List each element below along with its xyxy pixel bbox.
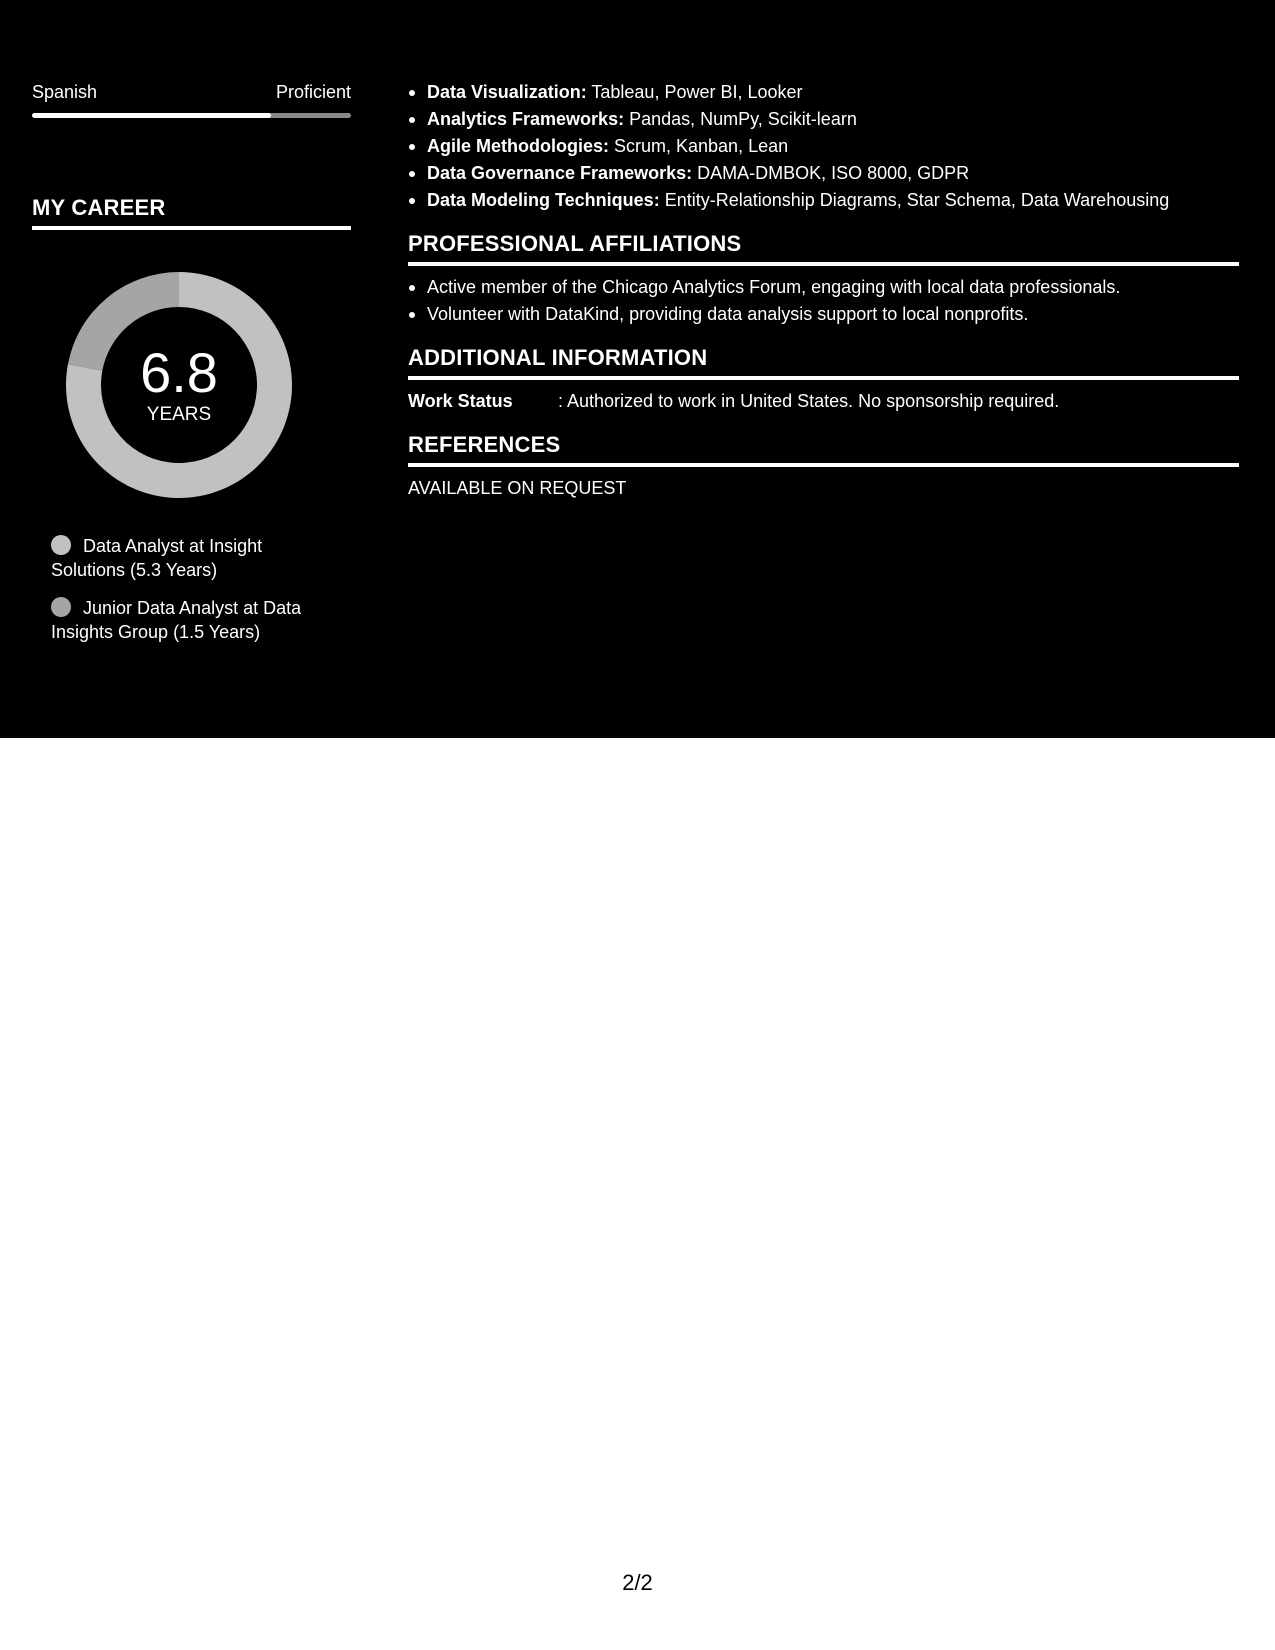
skill-item	[427, 79, 1239, 106]
skill-item	[427, 106, 1239, 133]
work-status-label: Work Status	[408, 391, 513, 411]
additional-info-heading: ADDITIONAL INFORMATION	[408, 344, 1239, 380]
career-donut-chart	[66, 272, 292, 498]
career-total-years: 6.8	[140, 341, 218, 404]
career-legend	[51, 534, 341, 644]
affiliations-list	[427, 274, 1239, 328]
affiliations-heading: PROFESSIONAL AFFILIATIONS	[408, 230, 1239, 266]
career-total-unit: YEARS	[146, 404, 212, 425]
skill-value: Pandas, NumPy, Scikit-learn	[624, 109, 857, 129]
main-column	[408, 79, 1239, 502]
language-row	[32, 80, 351, 104]
skill-value: DAMA-DMBOK, ISO 8000, GDPR	[692, 163, 970, 183]
skill-item	[427, 160, 1239, 187]
skill-value: Scrum, Kanban, Lean	[609, 136, 789, 156]
page-number: 2/2	[622, 1570, 653, 1595]
language-name: Spanish	[32, 82, 98, 102]
career-entry-text: Junior Data Analyst at Data Insights Group (1.5 Years)	[51, 598, 302, 642]
skill-label: Data Modeling Techniques:	[427, 190, 660, 210]
skills-list	[427, 79, 1239, 214]
career-legend-item	[51, 596, 341, 644]
skill-item	[427, 133, 1239, 160]
donut-center-label	[66, 272, 292, 498]
career-entry-text: Data Analyst at Insight Solutions (5.3 Years)	[51, 536, 263, 580]
skill-label: Data Governance Frameworks:	[427, 163, 693, 183]
career-legend-item	[51, 534, 341, 582]
work-status-row	[408, 388, 1239, 415]
legend-dot-icon	[51, 535, 71, 555]
skill-item	[427, 187, 1239, 214]
affiliation-item: Active member of the Chicago Analytics Forum, engaging with local data professionals.	[427, 274, 1239, 301]
skill-label: Data Visualization:	[427, 82, 587, 102]
skill-value: Tableau, Power BI, Looker	[586, 82, 803, 102]
language-level: Proficient	[275, 82, 351, 102]
dark-content-band	[0, 0, 1275, 738]
sidebar	[32, 80, 351, 658]
work-status-value: : Authorized to work in United States. No sponsorship required.	[558, 391, 1060, 411]
skill-label: Agile Methodologies:	[427, 136, 609, 156]
career-heading: MY CAREER	[32, 194, 351, 230]
affiliation-item: Volunteer with DataKind, providing data analysis support to local nonprofits.	[427, 301, 1239, 328]
legend-dot-icon	[51, 597, 71, 617]
skill-label: Analytics Frameworks:	[427, 109, 625, 129]
language-proficiency-bar	[32, 113, 351, 118]
skill-value: Entity-Relationship Diagrams, Star Schema, Data Warehousing	[659, 190, 1170, 210]
references-text: AVAILABLE ON REQUEST	[408, 478, 627, 498]
references-heading: REFERENCES	[408, 431, 1239, 467]
language-proficiency-fill	[32, 113, 271, 118]
